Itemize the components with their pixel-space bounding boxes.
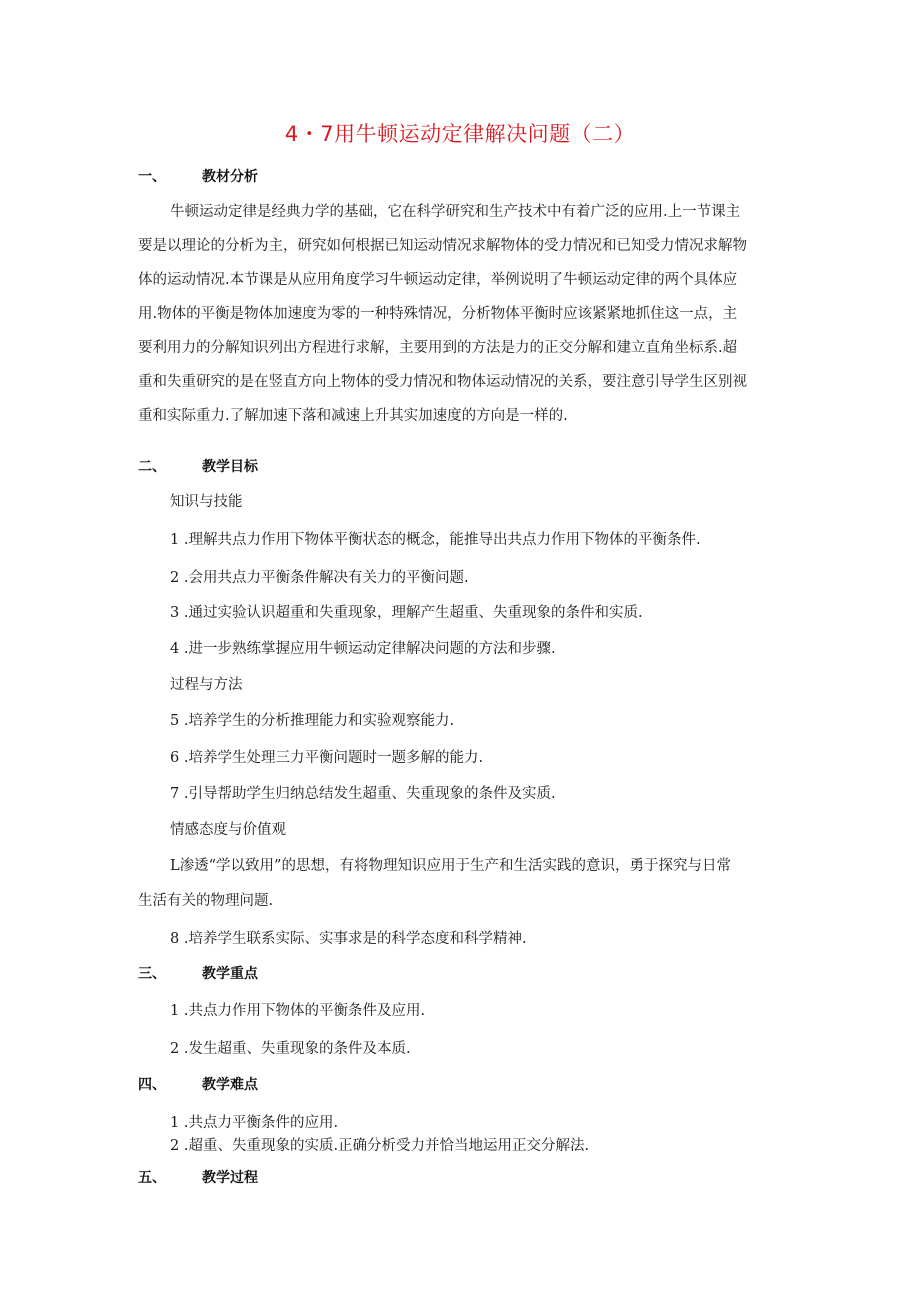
list-item: 2 .会用共点力平衡条件解决有关力的平衡问题. — [170, 570, 469, 586]
subheading-process: 过程与方法 — [170, 677, 243, 693]
list-item: L渗透“学以致用”的思想，有将物理知识应用于生产和生活实践的意识，勇于探究与日常 — [170, 858, 731, 874]
section-title: 教学过程 — [202, 1170, 258, 1186]
analysis-line-7: 重和实际重力.了解加速下落和减速上升其实加速度的方向是一样的. — [138, 408, 568, 424]
analysis-line-4: 用.物体的平衡是物体加速度为零的一种特殊情况，分析物体平衡时应该紧紧地抓住这一点，主 — [138, 306, 738, 322]
section-title: 教学目标 — [202, 459, 258, 475]
list-item: 3 .通过实验认识超重和失重现象，理解产生超重、失重现象的条件和实质. — [170, 605, 643, 621]
section-title: 教材分析 — [202, 169, 258, 185]
section-title: 教学难点 — [202, 1077, 258, 1093]
list-item: 8 .培养学生联系实际、实事求是的科学态度和科学精神. — [170, 931, 527, 947]
section-title: 教学重点 — [202, 966, 258, 982]
list-item-continuation: 生活有关的物理问题. — [138, 893, 274, 909]
list-item: 2 .超重、失重现象的实质.正确分析受力并恰当地运用正交分解法. — [170, 1138, 590, 1154]
list-item: 7 .引导帮助学生归纳总结发生超重、失重现象的条件及实质. — [170, 786, 556, 802]
list-item: 2 .发生超重、失重现象的条件及本质. — [170, 1041, 411, 1057]
analysis-line-2: 要是以理论的分析为主，研究如何根据已知运动情况求解物体的受力情况和已知受力情况求解物 — [138, 238, 747, 254]
section-number: 四、 — [138, 1077, 166, 1093]
subheading-emotion: 情感态度与价值观 — [170, 822, 286, 838]
list-item: 1 .理解共点力作用下物体平衡状态的概念，能推导出共点力作用下物体的平衡条件. — [170, 532, 701, 548]
list-item: 1 .共点力平衡条件的应用. — [170, 1115, 339, 1131]
document-title: 4・7用牛顿运动定律解决问题（二） — [284, 122, 636, 146]
section-number: 五、 — [138, 1170, 166, 1186]
analysis-line-6: 重和失重研究的是在竖直方向上物体的受力情况和物体运动情况的关系，要注意引导学生区别视 — [138, 374, 747, 390]
analysis-line-1: 牛顿运动定律是经典力学的基础，它在科学研究和生产技术中有着广泛的应用.上一节课主 — [170, 204, 741, 220]
list-item: 6 .培养学生处理三力平衡问题时一题多解的能力. — [170, 750, 484, 766]
section-number: 三、 — [138, 966, 166, 982]
section-number: 一、 — [138, 169, 166, 185]
subheading-knowledge: 知识与技能 — [170, 494, 243, 510]
list-item: 5 .培养学生的分析推理能力和实验观察能力. — [170, 713, 455, 729]
list-item: 4 .进一步熟练掌握应用牛顿运动定律解决问题的方法和步骤. — [170, 641, 556, 657]
analysis-line-3: 体的运动情况.本节课是从应用角度学习牛顿运动定律，举例说明了牛顿运动定律的两个具体应 — [138, 272, 738, 288]
section-number: 二、 — [138, 459, 166, 475]
list-item: 1 .共点力作用下物体的平衡条件及应用. — [170, 1003, 426, 1019]
analysis-line-5: 要利用力的分解知识列出方程进行求解，主要用到的方法是力的正交分解和建立直角坐标系.超 — [138, 340, 738, 356]
